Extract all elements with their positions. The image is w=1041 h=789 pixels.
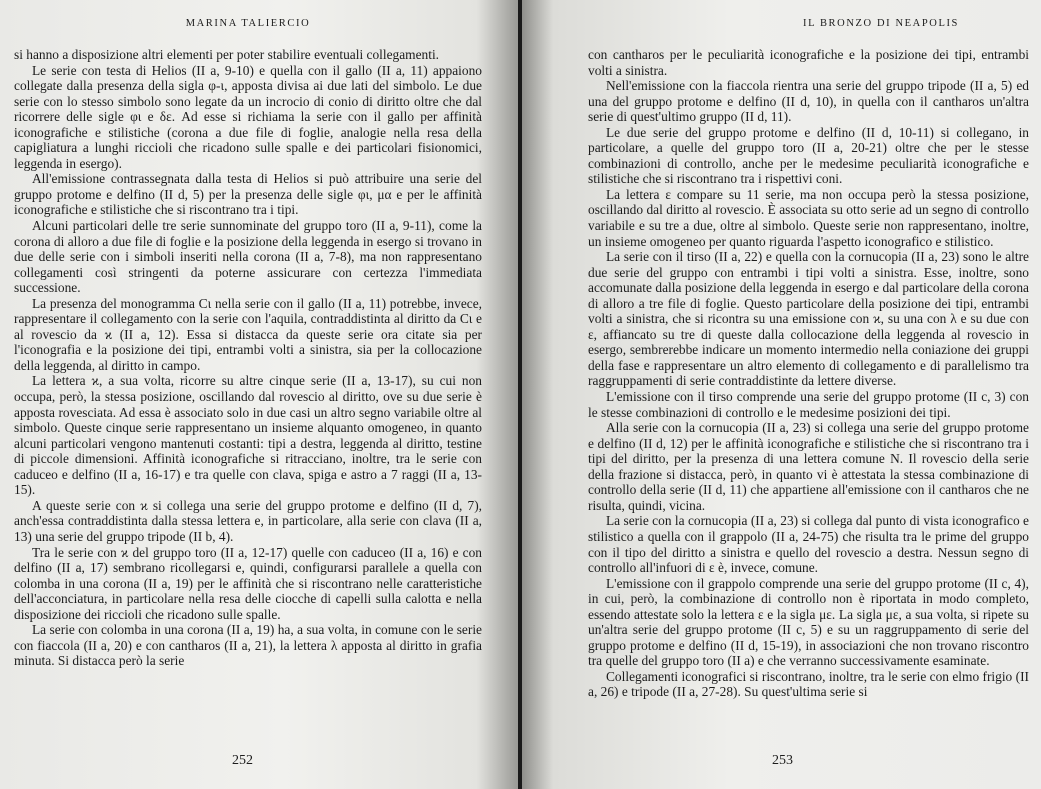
paragraph: La lettera ε compare su 11 serie, ma non occupa però la stessa posizione, oscillando dal diritto al rovescio. È associata su otto serie ad un segno di controllo variabile e su tre a due, oltre al simbolo. Queste serie non rappresentano, inoltre, un insieme omogeneo per quanto riguarda l'aspetto iconografico e stilistico.: [588, 186, 1029, 249]
running-header: MARINA TALIERCIO: [185, 18, 311, 29]
right-page: [522, 0, 1041, 789]
page-number: 252: [232, 753, 253, 768]
paragraph: Le serie con testa di Helios (II a, 9-10) e quella con il gallo (II a, 11) appaiono collegate dalla presenza della sigla φ-ι, apposta divisa ai due lati del simbolo. Le due serie con lo stesso simbolo sono legate da un incrocio di conio di diritto oltre che dal ricorrere delle sigle φι e δε. Ad esse si richiama la serie con il gallo per affinità iconografiche e stilistiche (corona a due file di foglie, analogie nella resa della capigliatura a lunghi riccioli che ricadono sulle spalle e dei particolari fisionomici, leggenda in esergo).: [14, 62, 482, 171]
paragraph: Le due serie del gruppo protome e delfino (II d, 10-11) si collegano, in particolare, a quelle del gruppo toro (II a, 20-21) oltre che per le stesse combinazioni di controllo, anche per le medesime peculiarità iconografiche e stilistiche che si riscontrano tra i rispettivi coni.: [588, 124, 1029, 187]
paragraph: Collegamenti iconografici si riscontrano, inoltre, tra le serie con elmo frigio (II a, 26) e tripode (II a, 27-28). Su quest'ultima serie si: [588, 668, 1029, 700]
paragraph: si hanno a disposizione altri elementi per poter stabilire eventuali collegamenti.: [14, 47, 440, 62]
paragraph: L'emissione con il grappolo comprende una serie del gruppo protome (II c, 4), in cui, però, la combinazione di controllo non è riportata in modo completo, essendo attestate solo la lettera ε e la sigla με. La sigla με, a sua volta, si ripete su un'altra serie del gruppo protome (II c, 5) e su un raggruppamento di serie del gruppo protome e delfino (II d, 15-19), in associazioni che non trovano riscontro tra quelle del gruppo toro (II a) e che verranno successivamente esaminate.: [588, 575, 1029, 669]
paragraph: Alla serie con la cornucopia (II a, 23) si collega una serie del gruppo protome e delfino (II d, 12) per le affinità iconografiche e stilistiche che si riscontrano tra i tipi del diritto, per la presenza di una lettera comune N. Il rovescio della serie della frazione si distacca, però, in quanto vi è attestata la stessa combinazione di controllo della serie (II d, 11) che appartiene all'emissione con il cantharos che ne risulta, quindi, vicina.: [588, 420, 1029, 513]
paragraph: Nell'emissione con la fiaccola rientra una serie del gruppo tripode (II a, 5) ed una del gruppo protome e delfino (II d, 10), in quella con il cantharos un'altra serie di quest'ultimo gruppo (II d, 11).: [588, 78, 1029, 125]
paragraph: All'emissione contrassegnata dalla testa di Helios si può attribuire una serie del gruppo protome e delfino (II d, 5) per la presenza delle sigle φι, μα e per le affinità iconografiche e stilistiche che si riscontrano tra i tipi.: [14, 171, 482, 218]
paragraph: La presenza del monogramma Ϲι nella serie con il gallo (II a, 11) potrebbe, invece, rappresentare il collegamento con la serie con l'aquila, contraddistinta al diritto da Ϲι e al rovescio da ϰ (II a, 12). Essa si distacca da queste serie ora citate sia per l'iconografia e la posizione dei tipi, entrambi volti a sinistra, sia per la collocazione della leggenda, al diritto in campo.: [14, 295, 482, 373]
paragraph: La serie con il tirso (II a, 22) e quella con la cornucopia (II a, 23) sono le altre due serie del gruppo con entrambi i tipi volti a sinistra. Esse, inoltre, sono accomunate dalla posizione della leggenda in esergo e dal particolare della corona di alloro a tre file di foglie. Questo particolare della posizione dei tipi, entrambi volti a sinistra, che si ricontra su una emissione con ϰ, su una con λ e su due con ε, affiancato su tre di queste dalla collocazione della leggenda al rovescio in esergo, sembrerebbe indicare un momento intermedio nella coniazione dei gruppi della fase e rappresentare un altro elemento di collegamento e di parallelismo tra raggruppamenti di serie contraddistinte da lettere diverse.: [588, 249, 1029, 389]
paragraph: A queste serie con ϰ si collega una serie del gruppo protome e delfino (II d, 7), anch'essa contraddistinta dalla stessa lettera e, in particolare, alla serie con clava (II a, 13) una serie del gruppo tripode (II b, 4).: [14, 497, 482, 544]
paragraph: La lettera ϰ, a sua volta, ricorre su altre cinque serie (II a, 13-17), su cui non occupa, però, la stessa posizione, oscillando dal rovescio al diritto, ove su due serie è apposta rovesciata. Ad essa è associato solo in due casi un altro segno variabile oltre al simbolo. Queste cinque serie rappresentano un insieme alquanto omogeneo, in quanto alcuni particolari vengono mantenuti costanti: tipi a destra, leggenda al diritto, testine di piccole dimensioni. Affinità iconografiche si ritracciano, inoltre, tra le serie con caduceo e delfino (II a, 16-17) e tra quelle con clava, spiga e astro a 7 raggi (II a, 13-15).: [14, 373, 482, 498]
page-number: 253: [772, 753, 793, 768]
running-header: IL BRONZO DI NEAPOLIS: [803, 18, 959, 29]
paragraph: Alcuni particolari delle tre serie sunnominate del gruppo toro (II a, 9-11), come la corona di alloro a due file di foglie e la posizione della leggenda in esergo si trovano in due delle serie con i simboli inseriti nella corona (II a, 7-8), ma non rappresentano collegamenti così stringenti da poterne assicurare con certezza l'immediata successione.: [14, 218, 482, 296]
page-body: [588, 47, 1029, 700]
paragraph: con cantharos per le peculiarità iconografiche e la posizione dei tipi, entrambi volti a sinistra.: [588, 47, 1029, 78]
left-page: [0, 0, 518, 789]
paragraph: La serie con la cornucopia (II a, 23) si collega dal punto di vista iconografico e stilistico a quella con il grappolo (II a, 24-75) che risulta tra le prime del gruppo con il tipo del diritto a sinistra e quello del rovescio a destra. Nessun segno di controllo all'infuori di ε è, invece, comune.: [588, 513, 1029, 576]
paragraph: Tra le serie con ϰ del gruppo toro (II a, 12-17) quelle con caduceo (II a, 16) e con delfino (II a, 17) sembrano ricollegarsi e, quindi, configurarsi parallele a quella con colomba in una corona (II a, 19) per le affinità che si riscontrano nelle caratteristiche dell'acconciatura, in particolare nella resa delle ciocche di capelli sulla calotta e nella disposizione dei riccioli che ricadono sulle spalle.: [14, 544, 482, 622]
paragraph: La serie con colomba in una corona (II a, 19) ha, a sua volta, in comune con le serie con fiaccola (II a, 20) e con cantharos (II a, 21), la lettera λ apposta al diritto in grafia minuta. Si distacca però la serie: [14, 622, 482, 669]
paragraph: L'emissione con il tirso comprende una serie del gruppo protome (II c, 3) con le stesse combinazioni di controllo e le medesime posizioni dei tipi.: [588, 389, 1029, 420]
page-body: [14, 47, 482, 669]
